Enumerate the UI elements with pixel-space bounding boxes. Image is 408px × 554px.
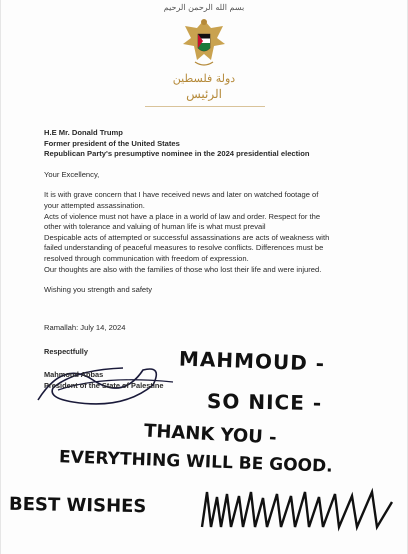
addressee-line: Former president of the United States	[44, 138, 180, 148]
body-line: Acts of violence must not have a place in a world of law and order. Respect for the	[44, 211, 321, 221]
trump-signature	[197, 472, 397, 542]
letter-body	[44, 128, 374, 296]
body-line: other with tolerance and valuing of human life is what must prevail	[44, 222, 266, 232]
handwritten-line: MAHMOUD -	[178, 346, 326, 376]
header-state-name: دولة فلسطين	[172, 72, 236, 85]
header-basmala: بسم الله الرحمن الرحيم	[163, 3, 245, 12]
letter-date: Ramallah: July 14, 2024	[44, 323, 126, 332]
salutation: Your Excellency,	[44, 169, 100, 179]
body-line: failed understanding of peaceful measures to resolve conflicts. Differences must be	[44, 243, 324, 253]
signatory-name: Mahmoud Abbas	[44, 370, 104, 379]
addressee-block	[44, 128, 374, 160]
body-line: your attempted assassination.	[44, 200, 145, 210]
palestinian-eagle-emblem-icon	[181, 14, 227, 72]
abbas-signature	[33, 340, 183, 420]
body-line: Our thoughts are also with the families of those who lost their life and were injured.	[44, 264, 322, 274]
handwritten-line: EVERYTHING WILL BE GOOD.	[58, 447, 333, 477]
body-line: resolved through communication with freedom of expression.	[44, 253, 249, 263]
body-line: Despicable acts of attempted or successful assassinations are acts of weakness with	[44, 232, 330, 242]
addressee-line: Republican Party's presumptive nominee in the 2024 presidential election	[44, 149, 310, 159]
signatory-title: President of the State of Palestine	[44, 381, 164, 390]
wishing-line: Wishing you strength and safety	[44, 285, 153, 295]
handwritten-line: BEST WISHES	[8, 493, 147, 518]
header-office-name: الرئيس	[186, 87, 222, 101]
handwritten-line: THANK YOU -	[143, 420, 278, 449]
body-line: It is with grave concern that I have received news and later on watched footage of	[44, 190, 319, 200]
closing-word: Respectfully	[44, 347, 88, 356]
header-divider	[145, 106, 265, 107]
handwritten-line: SO NICE -	[206, 388, 323, 416]
addressee-line: H.E Mr. Donald Trump	[44, 128, 123, 137]
